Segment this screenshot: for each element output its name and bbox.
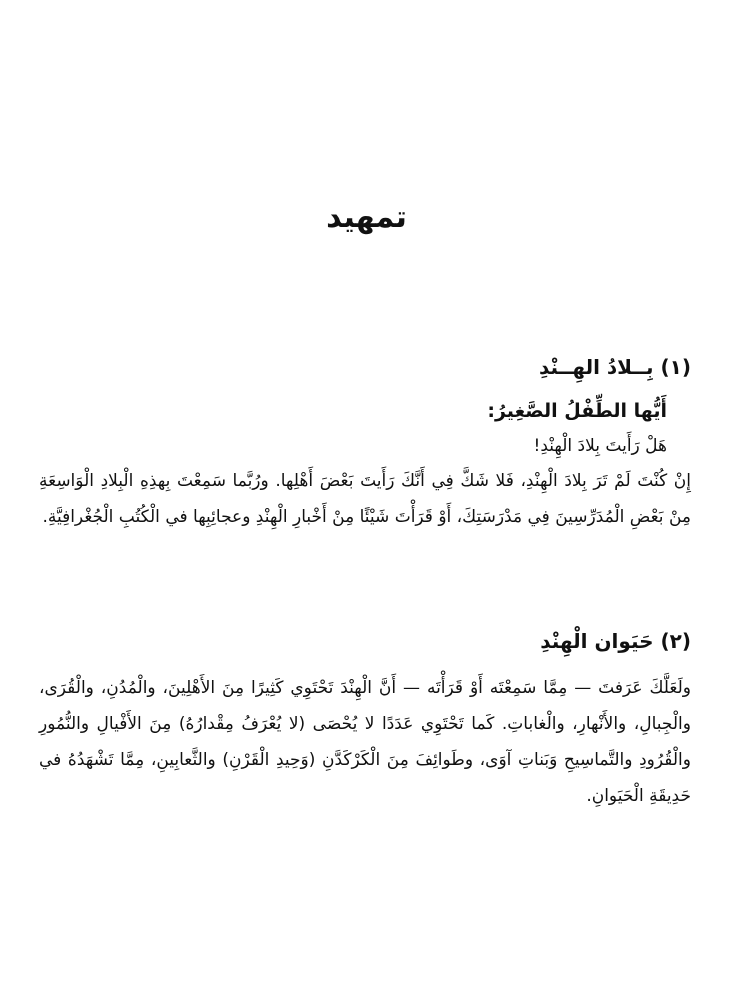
section-heading: (١) بِــلادُ الهِــنْدِ xyxy=(538,355,691,379)
section-india-animals xyxy=(39,626,691,814)
page-title: تمهيد xyxy=(326,200,407,235)
body-paragraph: ولَعَلَّكَ عَرَفتَ — مِمَّا سَمِعْتَه أَوْ قَرَأْتَه — أَنَّ الْهِنْدَ تَحْتَوِي كَثِيرًا مِنَ الأَهْلِينَ، والْمُدُنِ، والْقُرَى، والْجِبالِ، والأَنْهارِ، والْغاباتِ. كَما تَحْتَوِي عَدَدًا لا يُحْصَى (لا يُعْرَفُ مِقْدارُهُ) مِنَ الأَفْيالِ والنُّمُورِ والْقُرُودِ والتَّماسِيحِ وَبَناتِ آوَى، وطَوائِفَ مِنَ الْكَرْكَدَّنِ (وَحِيدِ الْقَرْنِ) والثَّعابِينِ، مِمَّا تَشْهَدُهُ في حَدِيقَةِ الْحَيَوانِ. xyxy=(39,678,691,806)
section-india-lands xyxy=(39,352,691,535)
body-paragraph: إِنْ كُنْتَ لَمْ تَرَ بِلادَ الْهِنْدِ، فَلا شَكَّ فِي أَنَّكَ رَأَيتَ بَعْضَ أَهْلِها. ورُبَّما سَمِعْتَ بِهذِهِ الْبِلادِ الْوَاسِعَةِ مِنْ بَعْضِ الْمُدَرِّسِينَ فِي مَدْرَسَتِكَ، أَوْ قَرَأْتَ شَيْئًا مِنْ أَخْبارِ الْهِنْدِ وعجائِبِها في الْكُتُبِ الْجُغْرافِيَّةِ. xyxy=(39,471,691,527)
section-heading: (٢) حَيَوان الْهِنْدِ xyxy=(540,629,691,653)
address-line: أَيُّها الطِّفْلُ الصَّغِيرُ: xyxy=(487,400,667,422)
question-line: هَلْ رَأَيتَ بِلادَ الْهِنْدِ! xyxy=(533,436,667,456)
